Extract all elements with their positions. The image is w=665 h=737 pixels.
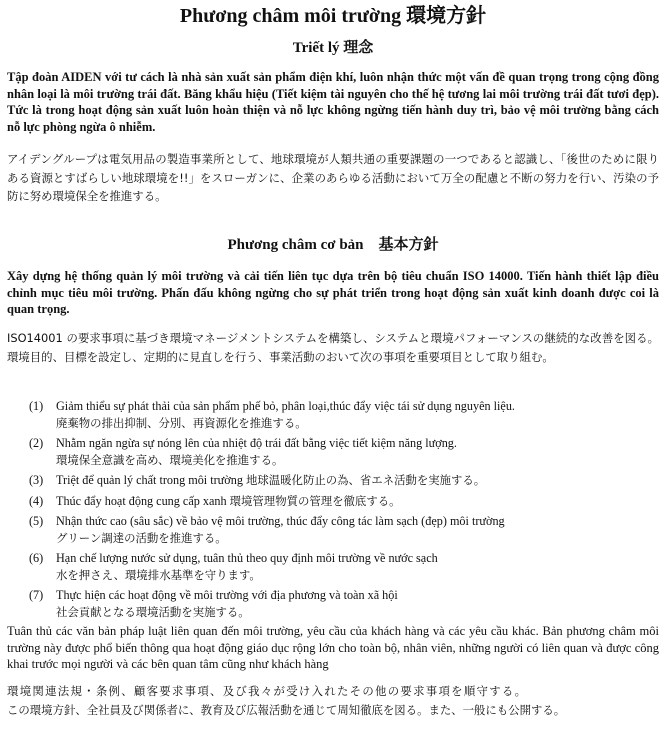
list-item <box>29 398 649 431</box>
item-number: (7) <box>29 588 44 602</box>
list-item <box>29 472 649 489</box>
item-text-ja: 環境保全意識を高め、環境美化を推進する。 <box>56 452 284 467</box>
basic-policy-heading-vi: Phương châm cơ bản <box>227 237 364 253</box>
item-text-ja: 廃棄物の排出抑制、分別、再資源化を推進する。 <box>56 415 307 430</box>
basic-policy-heading <box>7 235 659 255</box>
item-text-ja: 環境管理物質の管理を徹底する。 <box>229 493 401 508</box>
philosophy-text-ja: アイデングループは電気用品の製造事業所として、地球環境が人類共通の重要課題の一つであると認識し、「後世のために限りある資源とすばらしい地球環境を!!」をスローガンに、企業のあらゆる活動において万全の配慮と不断の努力を行い、汚染の予防に努め環境保全を推進する。 <box>7 152 659 203</box>
item-text-vi: Nhận thức cao (sâu sắc) về bảo vệ môi trường, thúc đẩy công tác làm sạch (đẹp) môi trường <box>56 514 505 528</box>
page-title-ja: 環境方針 <box>406 5 487 27</box>
philosophy-heading <box>7 38 659 58</box>
list-item <box>29 550 649 583</box>
closing-text-vi: Tuân thủ các văn bản pháp luật liên quan đến môi trường, yêu cầu của khách hàng và các yêu cầu khác. Bản phương châm môi trường này được phổ biến thông qua hoạt động giáo dục rộng lớn cho toàn bộ, nhân viên, những người có liên quan và được công khai trước mọi người và các bên quan tâm cũng như khách hàng <box>7 624 659 671</box>
item-text-vi: Thúc đẩy hoạt động cung cấp xanh <box>56 493 227 508</box>
item-number: (6) <box>29 551 44 565</box>
item-text-ja: 地球温暖化防止の為、省エネ活動を実施する。 <box>245 473 486 487</box>
closing-text-ja-block <box>7 682 659 719</box>
closing-text-ja-line-2: この環境方針、全社員及び関係者に、教育及び広報活動を通じて周知徹底を図る。また、一般にも公開する。 <box>7 702 566 717</box>
closing-text-ja-line-1: 環境関連法規・条例、顧客要求事項、及び我々が受け入れたその他の要求事項を順守する。 <box>7 684 528 698</box>
basic-policy-heading-ja: 基本方針 <box>378 237 439 253</box>
list-item <box>29 435 649 468</box>
list-item <box>29 587 649 620</box>
item-text-vi: Thực hiện các hoạt động về môi trường với địa phương và toàn xã hội <box>56 588 398 602</box>
item-text-vi: Nhằm ngăn ngừa sự nóng lên của nhiệt độ trái đất bằng việc tiết kiệm năng lượng. <box>56 436 457 450</box>
item-text-ja: グリーン調達の活動を推進する。 <box>56 530 227 545</box>
item-text-vi: Giảm thiểu sự phát thải của sản phẩm phế bỏ, phân loại,thúc đẩy việc tái sử dụng nguyên liệu. <box>56 399 515 413</box>
philosophy-heading-vi: Triết lý <box>292 40 340 56</box>
item-number: (2) <box>29 436 44 450</box>
item-number: (5) <box>29 514 44 528</box>
item-number: (4) <box>29 493 44 508</box>
basic-policy-text-ja: ISO14001 の要求事項に基づき環境マネージメントシステムを構築し、システムと環境パフォーマンスの継続的な改善を図る。環境目的、目標を設定し、定期的に見直しを行う、事業活動のおいて次の事項を重要項目として取り組む。 <box>7 331 659 364</box>
philosophy-text-vi: Tập đoàn AIDEN với tư cách là nhà sản xuất sản phẩm điện khí, luôn nhận thức một vấn đề quan trọng trong cộng đồng nhân loại là môi trường trái đất. Băng khẩu hiệu (Tiết kiệm tài nguyên cho thế hệ tương lai môi trường trái đất tươi đẹp). Tức là trong hoạt động sản xuất luôn hoàn thiện và nỗ lực không ngừng tiến hành duy trì, bảo vệ môi trường bằng cách nỗ lực phòng ngừa ô nhiễm. <box>7 70 659 134</box>
item-text-vi: Triệt để quản lý chất trong môi trường <box>56 473 243 487</box>
item-text-vi: Hạn chế lượng nước sử dụng, tuân thủ theo quy định môi trường về nước sạch <box>56 551 438 565</box>
policy-document <box>7 0 659 717</box>
basic-policy-text-vi: Xây dựng hệ thống quản lý môi trường và cải tiến liên tục dựa trên bộ tiêu chuẩn ISO 14000. Tiến hành thiết lập điều chỉnh mục tiêu môi trường. Phấn đấu không ngừng cho sự phát triển trong hoạt động sản xuất kinh doanh được coi là quan trọng. <box>7 269 659 316</box>
list-item <box>29 513 649 546</box>
list-item <box>29 493 649 510</box>
policy-item-list <box>29 398 649 624</box>
item-text-ja: 水を押さえ、環境排水基準を守ります。 <box>56 567 261 582</box>
philosophy-heading-ja: 理念 <box>343 40 374 56</box>
item-text-ja: 社会貢献となる環境活動を実施する。 <box>56 604 250 619</box>
item-number: (1) <box>29 399 44 413</box>
item-number: (3) <box>29 473 44 487</box>
page-title-vi: Phương châm môi trường <box>179 5 402 27</box>
page-title <box>7 0 659 29</box>
